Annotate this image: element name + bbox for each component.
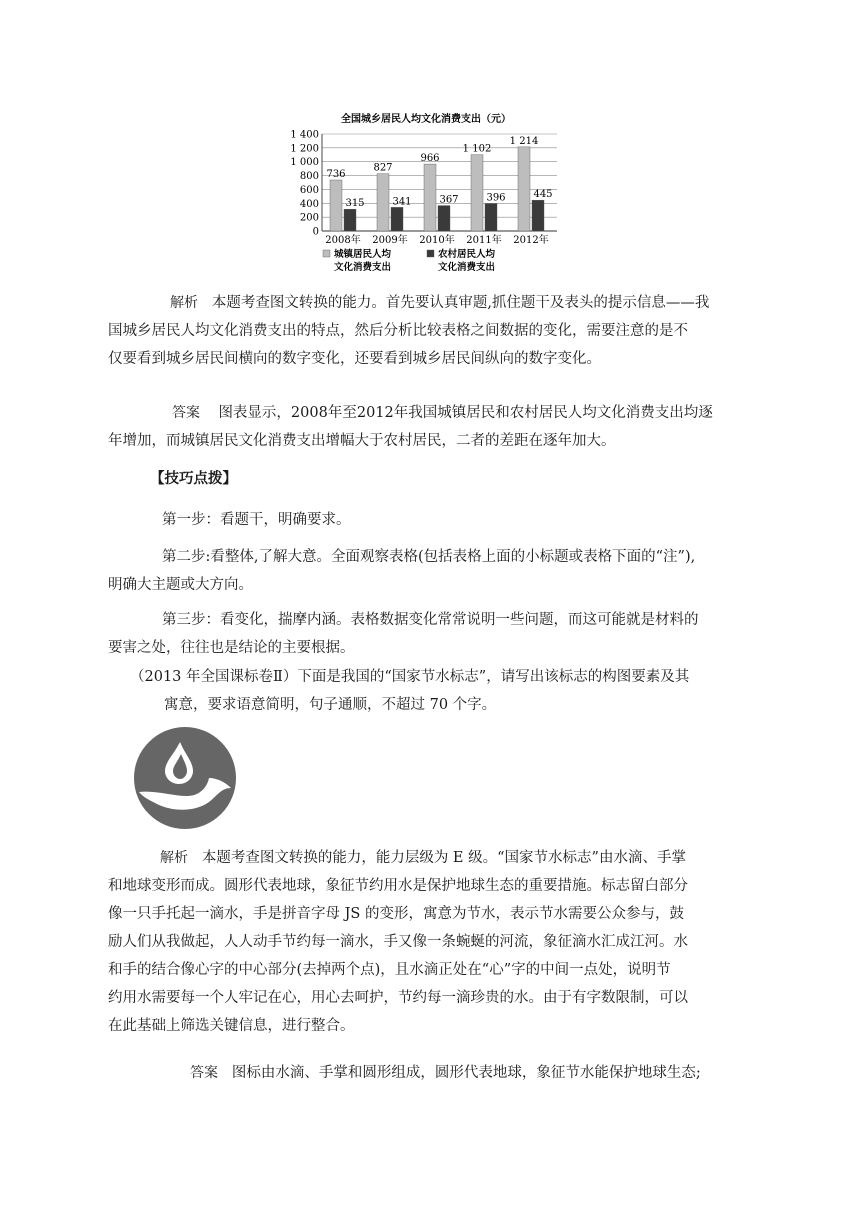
data-label: 445 — [533, 189, 553, 201]
y-tick-label: 1 000 — [290, 157, 319, 169]
data-label: 736 — [326, 169, 346, 181]
answer-text: 图标由水滴、手掌和圆形组成，圆形代表地球，象征节水能保护地球生态; — [231, 1065, 701, 1081]
legend-swatch — [323, 250, 330, 257]
question — [130, 663, 750, 719]
data-label: 1 102 — [462, 143, 492, 155]
bar — [485, 204, 497, 231]
analysis-text: 约用水需要每一个人牢记在心，用心去呵护，节约每一滴珍贵的水。由于有字数限制，可以 — [108, 990, 688, 1006]
bar — [438, 206, 450, 231]
legend-swatch — [427, 250, 434, 257]
chart-legend — [323, 248, 496, 273]
analysis-text: 像一只手托起一滴水，手是拼音字母 JS 的变形，寓意为节水，表示节水需要公众参与，鼓 — [108, 906, 684, 922]
y-tick-label: 600 — [299, 184, 319, 196]
chart-plot-area — [290, 130, 557, 247]
analysis-text: 在此基础上筛选关键信息，进行整合。 — [108, 1018, 355, 1034]
x-tick-label: 2010年 — [419, 235, 455, 246]
analysis-1 — [108, 289, 748, 373]
analysis-text: 和地球变形而成。圆形代表地球，象征节约用水是保护地球生态的重要措施。标志留白部分 — [108, 878, 688, 894]
tip-text: 第二步:看整体,了解大意。全面观察表格(包括表格上面的小标题或表格下面的“注”), — [162, 549, 696, 565]
data-label: 341 — [392, 196, 412, 208]
data-label: 367 — [439, 194, 459, 206]
analysis-text: 和手的结合像心字的中心部分(去掉两个点)，且水滴正处在“心”字的中间一点处，说明节 — [108, 962, 671, 978]
bar — [424, 164, 436, 231]
y-tick-label: 0 — [312, 226, 319, 238]
x-tick-label: 2008年 — [325, 235, 361, 246]
data-label: 315 — [345, 198, 365, 210]
y-tick-label: 400 — [299, 198, 319, 210]
data-label: 827 — [373, 162, 393, 174]
answer-text: 年增加，而城镇居民文化消费支出增幅大于农村居民，二者的差距在逐年加大。 — [108, 433, 616, 449]
analysis-text: 本题考查图文转换的能力，能力层级为 E 级。“国家节水标志”由水滴、手掌 — [201, 850, 686, 866]
question-text: 寓意，要求语意简明，句子通顺，不超过 70 个字。 — [164, 697, 497, 713]
chart-title: 全国城乡居民人均文化消费支出（元） — [341, 114, 511, 125]
x-tick-label: 2009年 — [372, 235, 408, 246]
legend-label: 城镇居民人均 — [334, 249, 392, 260]
analysis-label: 解析 — [160, 850, 188, 866]
tip-step-1: 第一步：看题干，明确要求。 — [162, 512, 351, 528]
bar — [391, 207, 403, 231]
tip-text: 要害之处，往往也是结论的主要根据。 — [108, 640, 355, 656]
analysis-2 — [108, 844, 748, 1040]
tip-step-2 — [108, 543, 748, 599]
question-text: （2013 年全国课标卷Ⅱ）下面是我国的“国家节水标志”，请写出该标志的构图要素及其 — [130, 669, 690, 685]
y-tick-label: 1 200 — [290, 143, 319, 155]
bar — [471, 155, 483, 231]
x-tick-label: 2012年 — [513, 235, 549, 246]
bar — [330, 180, 342, 231]
answer-2 — [190, 1059, 790, 1087]
legend-label: 农村居民人均 — [438, 249, 496, 260]
y-tick-label: 200 — [299, 212, 319, 224]
answer-label: 答案 — [172, 405, 200, 421]
data-label: 396 — [486, 192, 506, 204]
analysis-text: 仅要看到城乡居民间横向的数字变化，还要看到城乡居民间纵向的数字变化。 — [108, 351, 601, 367]
bar — [377, 174, 389, 231]
y-tick-label: 1 400 — [290, 129, 319, 141]
answer-text: 图表显示，2008年至2012年我国城镇居民和农村居民人均文化消费支出均逐 — [218, 405, 713, 421]
analysis-text: 励人们从我做起，人人动手节约每一滴水，手又像一条蜿蜒的河流，象征滴水汇成江河。水 — [108, 934, 688, 950]
tip-step-3 — [108, 606, 748, 662]
data-label: 1 214 — [509, 135, 539, 147]
tip-text: 第三步：看变化，揣摩内涵。表格数据变化常常说明一些问题，而这可能就是材料的 — [162, 612, 699, 628]
analysis-text: 本题考查图文转换的能力。首先要认真审题,抓住题干及表头的提示信息——我 — [211, 295, 710, 311]
x-tick-label: 2011年 — [466, 235, 502, 246]
y-tick-label: 800 — [299, 171, 319, 183]
legend-label: 文化消费支出 — [438, 262, 496, 273]
data-label: 966 — [420, 153, 440, 165]
tips-heading: 【技巧点拨】 — [150, 471, 237, 487]
legend-label: 文化消费支出 — [334, 262, 392, 273]
bar — [532, 200, 544, 231]
analysis-label: 解析 — [170, 295, 198, 311]
tip-text: 明确大主题或大方向。 — [108, 577, 253, 593]
bar — [518, 147, 530, 231]
answer-label: 答案 — [190, 1065, 218, 1081]
bar — [344, 209, 356, 231]
analysis-text: 国城乡居民人均文化消费支出的特点，然后分析比较表格之间数据的变化，需要注意的是不 — [108, 323, 688, 339]
answer-1 — [108, 399, 748, 455]
water-saving-logo-icon — [133, 726, 237, 830]
bar-chart — [285, 104, 575, 278]
